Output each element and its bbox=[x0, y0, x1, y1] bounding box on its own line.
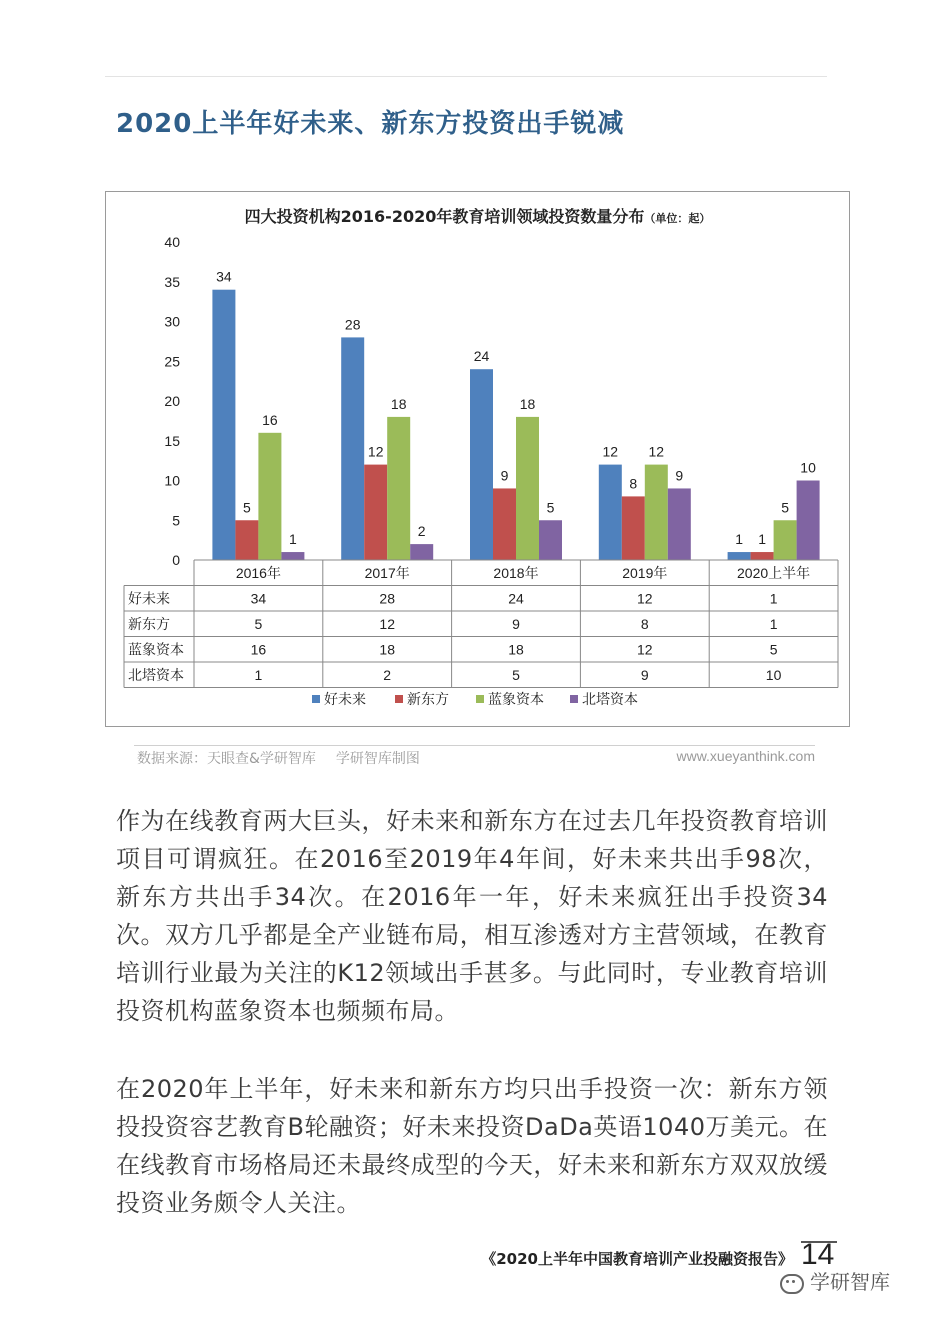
table-cell: 1 bbox=[769, 590, 778, 607]
bar bbox=[645, 465, 668, 560]
table-cell: 18 bbox=[508, 641, 524, 658]
y-tick-label: 40 bbox=[164, 234, 180, 250]
bar bbox=[599, 465, 622, 560]
chart-title-unit: （单位：起） bbox=[644, 212, 711, 225]
bar bbox=[516, 417, 539, 560]
table-cell: 2 bbox=[383, 667, 392, 683]
source-rule bbox=[134, 745, 815, 746]
bar bbox=[539, 520, 562, 560]
table-cell: 1 bbox=[769, 616, 778, 632]
table-cell: 24 bbox=[508, 590, 524, 607]
y-tick-label: 35 bbox=[164, 273, 180, 290]
table-cell: 5 bbox=[769, 641, 778, 658]
table-cell: 34 bbox=[250, 590, 267, 607]
x-tick-label: 2016年 bbox=[235, 565, 281, 581]
data-label: 1 bbox=[289, 531, 297, 548]
data-label: 9 bbox=[500, 467, 509, 484]
brand-mark bbox=[780, 1266, 890, 1295]
bar bbox=[235, 520, 258, 560]
data-label: 12 bbox=[648, 443, 665, 460]
bar bbox=[212, 290, 235, 560]
bar bbox=[668, 488, 691, 560]
wechat-icon bbox=[780, 1274, 804, 1294]
legend-label: 好未来 bbox=[324, 691, 366, 707]
bar-chart bbox=[106, 192, 849, 726]
data-label: 12 bbox=[367, 443, 384, 460]
data-label: 34 bbox=[216, 268, 232, 285]
page-number: 14 bbox=[801, 1238, 835, 1271]
y-tick-label: 5 bbox=[172, 512, 180, 529]
x-tick-label: 2019年 bbox=[622, 565, 668, 581]
chart-title-text: 四大投资机构2016-2020年教育培训领域投资数量分布 bbox=[244, 207, 645, 226]
paragraph-1: 作为在线教育两大巨头，好未来和新东方在过去几年投资教育培训项目可谓疯狂。在2016至2019年4年间，好未来共出手98次，新东方共出手34次。在2016年一年，好未来疯狂出手投资34次。双方几乎都是全产业链布局，相互渗透对方主营领域，在教育培训行业最为关注的K12领域出手甚多。与此同时，专业教育培训投资机构蓝象资本也频频布局。 bbox=[116, 807, 828, 1025]
legend-label: 蓝象资本 bbox=[488, 691, 544, 707]
data-label: 9 bbox=[675, 467, 684, 484]
x-tick-label: 2017年 bbox=[364, 565, 410, 581]
bar bbox=[493, 488, 516, 560]
data-label: 18 bbox=[519, 395, 536, 412]
data-label: 5 bbox=[781, 499, 789, 516]
data-label: 10 bbox=[800, 459, 816, 476]
table-cell: 10 bbox=[765, 667, 782, 683]
table-cell: 12 bbox=[637, 641, 653, 658]
bar bbox=[774, 520, 797, 560]
bar bbox=[387, 417, 410, 560]
table-cell: 12 bbox=[637, 590, 653, 607]
table-cell: 8 bbox=[640, 616, 649, 632]
y-tick-label: 30 bbox=[164, 313, 180, 330]
bar bbox=[751, 552, 774, 560]
source-note bbox=[137, 748, 420, 768]
legend-swatch bbox=[570, 695, 578, 703]
table-cell: 12 bbox=[379, 616, 395, 632]
y-tick-label: 0 bbox=[172, 552, 180, 568]
table-cell: 5 bbox=[254, 616, 263, 632]
y-tick-label: 15 bbox=[164, 432, 180, 449]
table-cell: 28 bbox=[379, 590, 395, 607]
x-tick-label: 2020上半年 bbox=[737, 565, 811, 581]
data-label: 1 bbox=[735, 531, 743, 548]
table-series-name: 蓝象资本 bbox=[128, 641, 184, 658]
bar bbox=[341, 337, 364, 560]
data-label: 12 bbox=[602, 443, 619, 460]
table-series-name: 新东方 bbox=[128, 616, 170, 632]
bar bbox=[281, 552, 304, 560]
legend-swatch bbox=[312, 695, 320, 703]
legend-label: 新东方 bbox=[407, 691, 449, 707]
page-heading: 2020上半年好未来、新东方投资出手锐减 bbox=[116, 109, 625, 139]
y-tick-label: 20 bbox=[164, 393, 180, 409]
y-tick-label: 25 bbox=[164, 353, 180, 370]
x-tick-label: 2018年 bbox=[493, 565, 539, 581]
data-label: 5 bbox=[546, 499, 555, 516]
bar bbox=[470, 369, 493, 560]
data-label: 8 bbox=[629, 475, 638, 492]
table-cell: 9 bbox=[512, 616, 520, 632]
legend-label: 北塔资本 bbox=[582, 691, 638, 707]
bar bbox=[258, 433, 281, 560]
table-cell: 18 bbox=[379, 641, 395, 658]
paragraph-2: 在2020年上半年，好未来和新东方均只出手投资一次：新东方领投投资容艺教育B轮融资；好未来投资DaDa英语1040万美元。在在线教育市场格局还未最终成型的今天，好未来和新东方双双放缓投资业务颇令人关注。 bbox=[116, 1075, 828, 1217]
table-cell: 1 bbox=[254, 667, 263, 683]
data-label: 24 bbox=[473, 348, 490, 365]
top-rule bbox=[105, 76, 827, 77]
source-text: 数据来源：天眼查&学研智库 bbox=[137, 751, 316, 767]
bar bbox=[622, 496, 645, 560]
legend-swatch bbox=[395, 695, 403, 703]
bar bbox=[410, 544, 433, 560]
website-url: www.xueyanthink.com bbox=[676, 748, 815, 764]
footer-report-title: 《2020上半年中国教育培训产业投融资报告》 bbox=[481, 1250, 793, 1268]
data-label: 16 bbox=[262, 411, 278, 428]
maker-text: 学研智库制图 bbox=[335, 751, 420, 767]
table-cell: 16 bbox=[250, 641, 267, 658]
table-series-name: 好未来 bbox=[128, 590, 170, 607]
data-label: 18 bbox=[390, 395, 407, 412]
data-label: 2 bbox=[417, 523, 426, 540]
y-tick-label: 10 bbox=[164, 472, 180, 489]
data-label: 5 bbox=[243, 499, 251, 516]
data-label: 1 bbox=[758, 531, 766, 548]
legend-swatch bbox=[476, 695, 484, 703]
chart-frame bbox=[105, 191, 850, 727]
table-cell: 9 bbox=[640, 667, 649, 683]
bar bbox=[728, 552, 751, 560]
bar bbox=[364, 465, 387, 560]
table-series-name: 北塔资本 bbox=[128, 667, 184, 683]
table-cell: 5 bbox=[512, 667, 520, 683]
data-label: 28 bbox=[344, 316, 361, 333]
bar bbox=[797, 481, 820, 561]
brand-name: 学研智库 bbox=[810, 1270, 890, 1294]
